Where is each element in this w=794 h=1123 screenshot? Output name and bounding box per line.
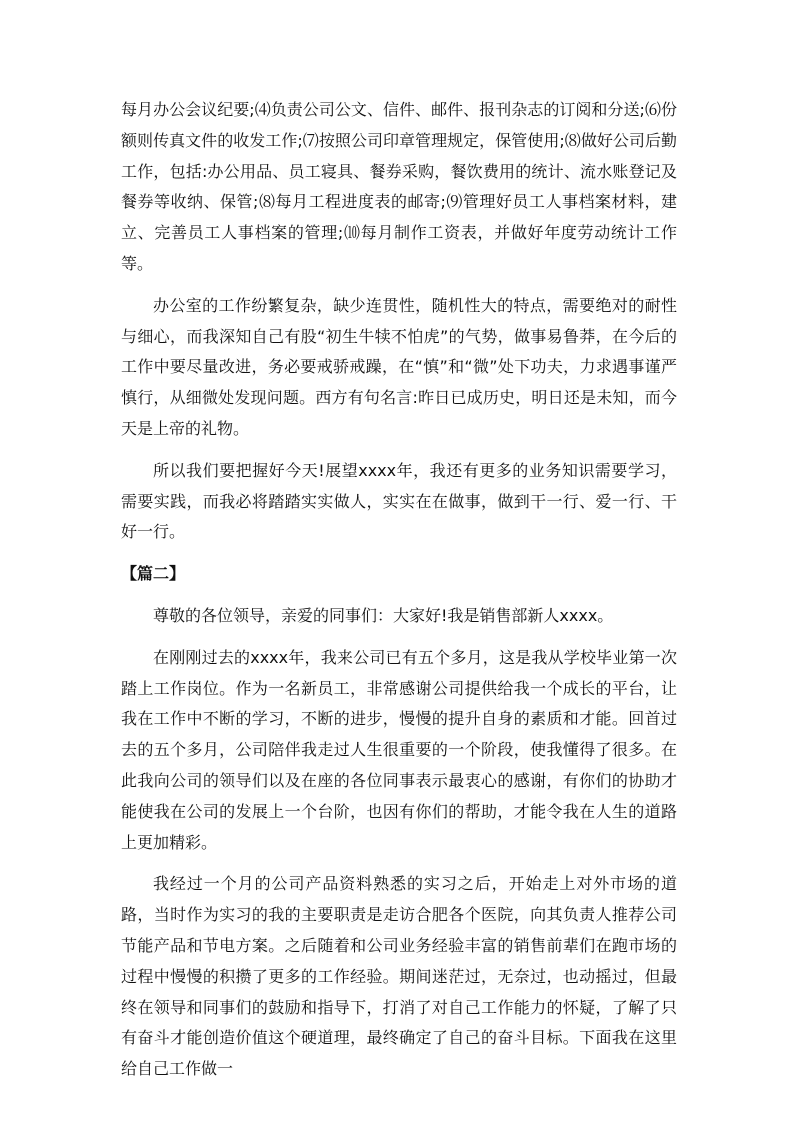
document-page (121, 95, 677, 1085)
paragraph-review: 在刚刚过去的xxxx年，我来公司已有五个多月，这是我从学校毕业第一次踏上工作岗位。作为一名新员工，非常感谢公司提供给我一个成长的平台，让我在工作中不断的学习，不断的进步，慢慢的提升自身的素质和才能。回首过去的五个多月，公司陪伴我走过人生很重要的一个阶段，使我懂得了很多。在此我向公司的领导们以及在座的各位同事表示最衷心的感谢，有你们的协助才能使我在公司的发展上一个台阶，也因有你们的帮助，才能令我在人生的道路上更加精彩。 (121, 647, 677, 852)
paragraph-duties-list: 每月办公会议纪要;⑷负责公司公文、信件、邮件、报刊杂志的订阅和分送;⑹份额则传真文件的收发工作;⑺按照公司印章管理规定，保管使用;⑻做好公司后勤工作，包括:办公用品、员工寝具、餐券采购，餐饮费用的统计、流水账登记及餐券等收纳、保管;⑻每月工程进度表的邮寄;⑼管理好员工人事档案材料，建立、完善员工人事档案的管理;⑽每月制作工资表，并做好年度劳动统计工作等。 (121, 100, 677, 273)
paragraph-office-work: 办公室的工作纷繁复杂，缺少连贯性，随机性大的特点，需要绝对的耐性与细心，而我深知自己有股“初生牛犊不怕虎”的气势，做事易鲁莽，在今后的工作中要尽量改进，务必要戒骄戒躁，在“慎”和“微”处下功夫，力求遇事谨严慎行，从细微处发现问题。西方有句名言:昨日已成历史，明日还是未知，而今天是上帝的礼物。 (121, 295, 677, 438)
paragraph-experience: 我经过一个月的公司产品资料熟悉的实习之后，开始走上对外市场的道路，当时作为实习的我的主要职责是走访合肥各个医院，向其负责人推荐公司节能产品和节电方案。之后随着和公司业务经验丰富的销售前辈们在跑市场的过程中慢慢的积攒了更多的工作经验。期间迷茫过，无奈过，也动摇过，但最终在领导和同事们的鼓励和指导下，打消了对自己工作能力的怀疑，了解了只有奋斗才能创造价值这个硬道理，最终确定了自己的奋斗目标。下面我在这里给自己工作做一 (121, 874, 677, 1079)
paragraph-outlook: 所以我们要把握好今天!展望xxxx年，我还有更多的业务知识需要学习，需要实践，而我必将踏踏实实做人，实实在在做事，做到干一行、爱一行、干好一行。 (121, 460, 677, 542)
paragraph-greeting: 尊敬的各位领导，亲爱的同事们：大家好!我是销售部新人xxxx。 (153, 605, 614, 625)
section-heading: 【篇二】 (121, 564, 186, 584)
